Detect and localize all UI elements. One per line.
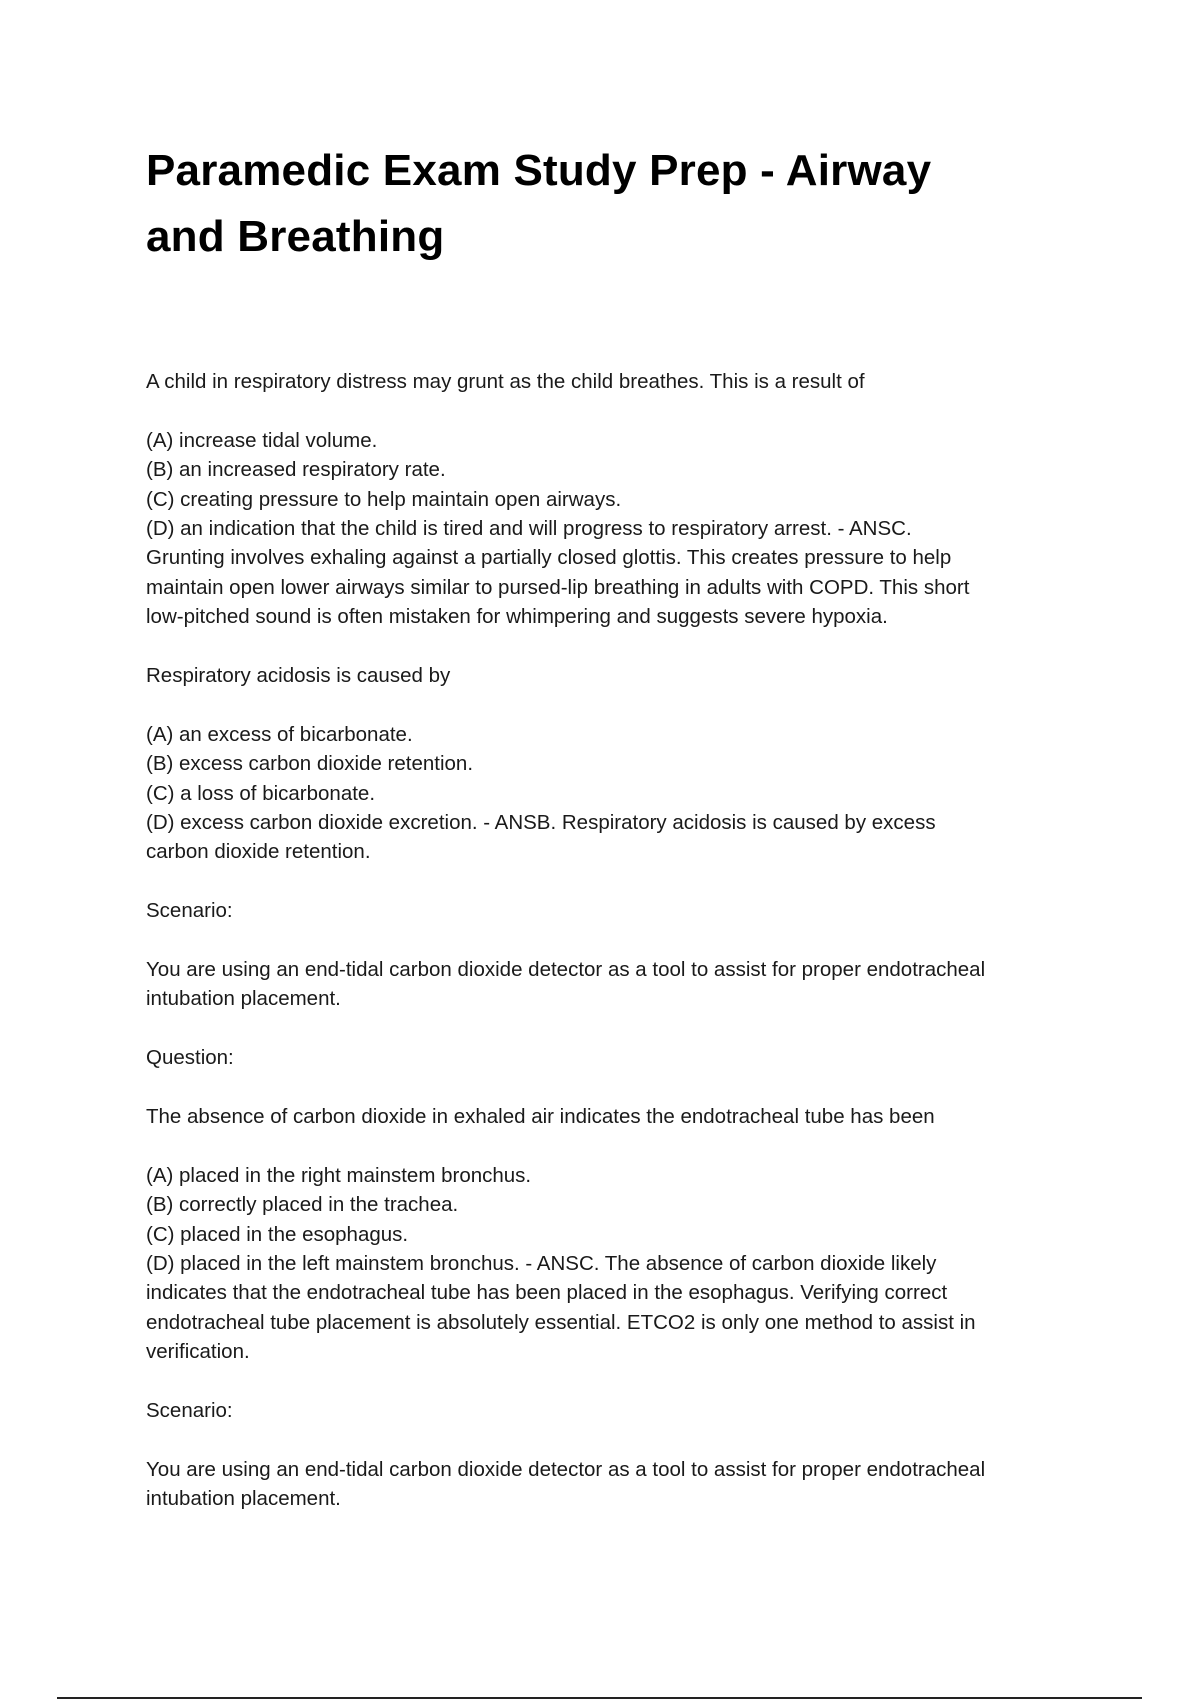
option-line: (D) an indication that the child is tired and will progress to respiratory arrest. - ANSC. — [146, 517, 912, 541]
text-line: Scenario: — [146, 899, 233, 923]
text-line: Scenario: — [146, 1399, 233, 1423]
explanation-line: carbon dioxide retention. — [146, 840, 371, 864]
document-body — [146, 367, 1066, 1543]
option-line: (A) increase tidal volume. — [146, 428, 378, 452]
page-title — [146, 138, 1046, 270]
text-line: intubation placement. — [146, 987, 341, 1011]
answer-options — [146, 1161, 1066, 1367]
option-line: (B) correctly placed in the trachea. — [146, 1193, 459, 1217]
answer-options — [146, 426, 1066, 632]
option-line: (C) placed in the esophagus. — [146, 1222, 409, 1246]
scenario-label — [146, 896, 1066, 925]
scenario-text — [146, 1455, 1066, 1514]
title-line: and Breathing — [146, 212, 445, 261]
page-bottom-divider — [57, 1697, 1142, 1699]
text-line: Respiratory acidosis is caused by — [146, 664, 451, 688]
explanation-line: endotracheal tube placement is absolutely essential. ETCO2 is only one method to assist in — [146, 1310, 976, 1334]
explanation-line: indicates that the endotracheal tube has been placed in the esophagus. Verifying correct — [146, 1281, 948, 1305]
text-line: A child in respiratory distress may grunt as the child breathes. This is a result of — [146, 370, 865, 393]
explanation-line: low-pitched sound is often mistaken for whimpering and suggests severe hypoxia. — [146, 605, 888, 629]
option-line: (A) placed in the right mainstem bronchus. — [146, 1163, 532, 1187]
option-line: (D) excess carbon dioxide excretion. - ANSB. Respiratory acidosis is caused by excess — [146, 811, 936, 835]
question-stem — [146, 1102, 1066, 1131]
option-line: (B) an increased respiratory rate. — [146, 458, 446, 482]
question-stem — [146, 661, 1066, 690]
option-line: (A) an excess of bicarbonate. — [146, 722, 413, 746]
question-stem — [146, 367, 1066, 396]
scenario-label — [146, 1396, 1066, 1425]
title-line: Paramedic Exam Study Prep - Airway — [146, 146, 932, 195]
option-line: (D) placed in the left mainstem bronchus. - ANSC. The absence of carbon dioxide likely — [146, 1252, 937, 1276]
explanation-line: Grunting involves exhaling against a partially closed glottis. This creates pressure to help — [146, 546, 952, 570]
explanation-line: maintain open lower airways similar to pursed-lip breathing in adults with COPD. This short — [146, 575, 970, 599]
scenario-text — [146, 955, 1066, 1014]
text-line: You are using an end-tidal carbon dioxide detector as a tool to assist for proper endotracheal — [146, 1457, 986, 1481]
question-label — [146, 1043, 1066, 1072]
option-line: (B) excess carbon dioxide retention. — [146, 752, 474, 776]
text-line: intubation placement. — [146, 1487, 341, 1511]
option-line: (C) creating pressure to help maintain open airways. — [146, 487, 622, 511]
text-line: The absence of carbon dioxide in exhaled air indicates the endotracheal tube has been — [146, 1105, 935, 1129]
answer-options — [146, 720, 1066, 867]
text-line: You are using an end-tidal carbon dioxide detector as a tool to assist for proper endotracheal — [146, 958, 986, 982]
option-line: (C) a loss of bicarbonate. — [146, 781, 376, 805]
explanation-line: verification. — [146, 1340, 250, 1364]
text-line: Question: — [146, 1046, 234, 1070]
